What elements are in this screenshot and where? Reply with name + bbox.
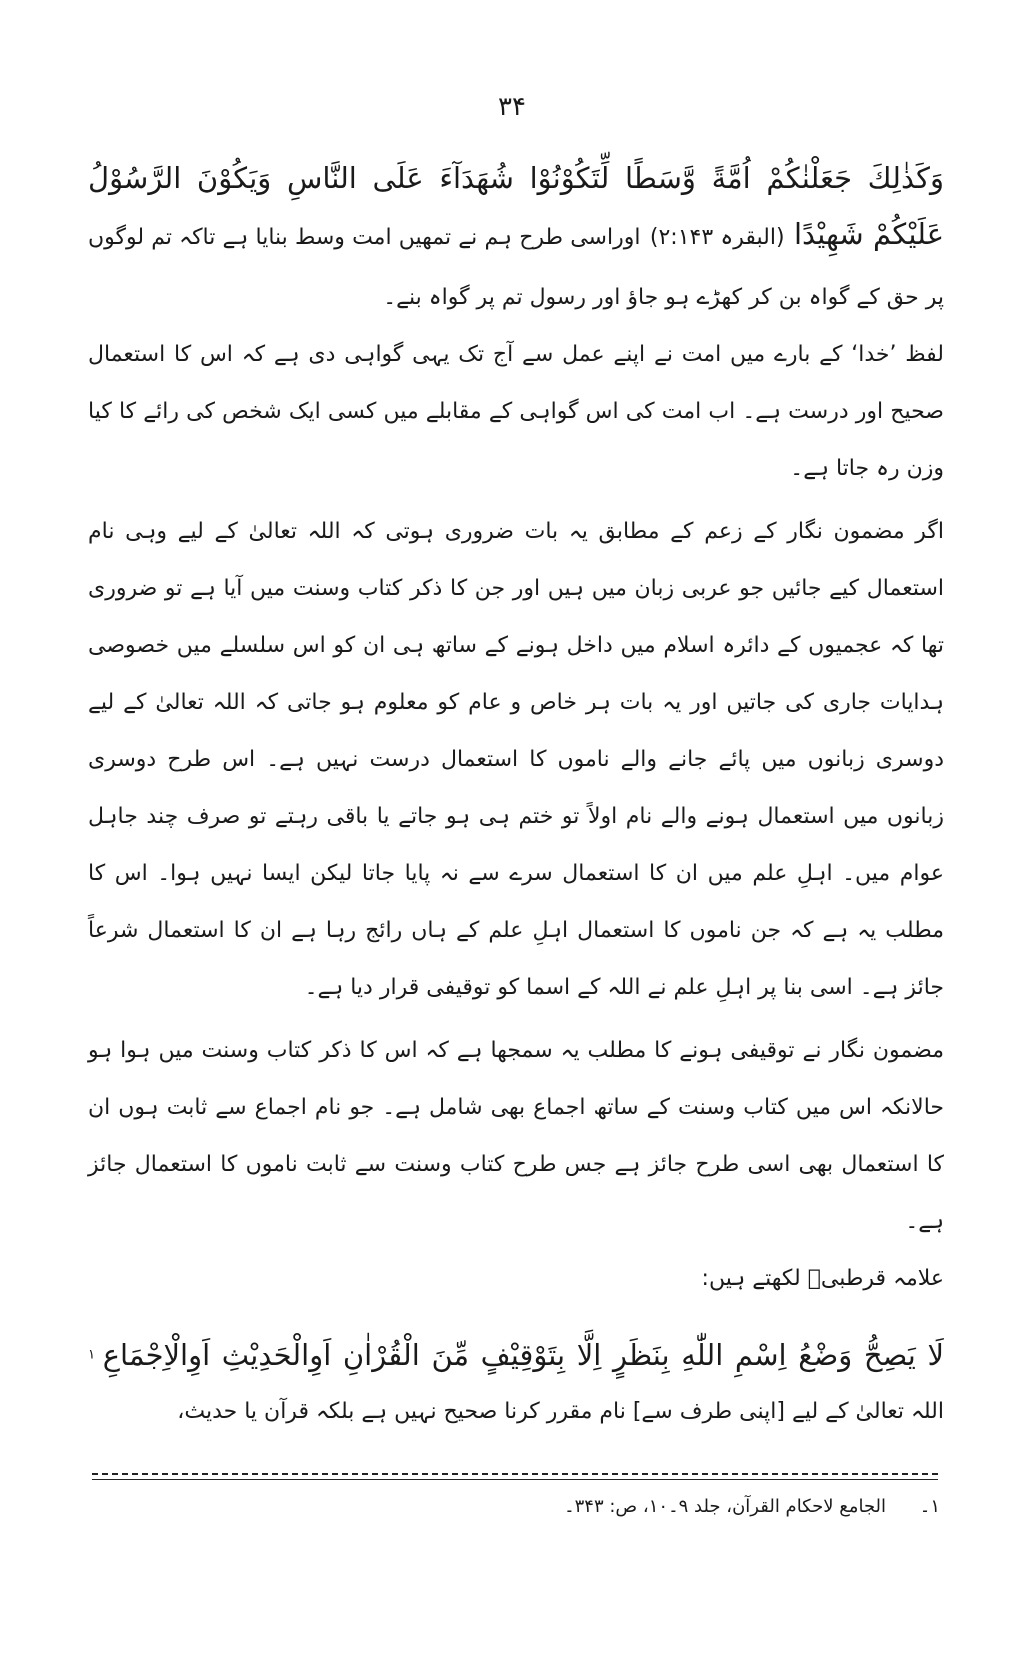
footnote-divider-line [92, 1479, 938, 1480]
quote-arabic: لَا يَصِحُّ وَضْعُ اِسْمِ اللّٰهِ بِنَظَرٍ اِلَّا بِتَوْقِيْفٍ مِّنَ الْقُرْاٰنِ اَوِالْحَدِيْثِ اَوِالْاِجْمَاعِ [102, 1338, 945, 1372]
footnote-number: ۱۔ [919, 1496, 940, 1517]
paragraph-3: مضمون نگار نے توقیفی ہونے کا مطلب یہ سمجھا ہے کہ اس کا ذکر کتاب وسنت میں ہوا ہو حالانکہ اس میں کتاب وسنت کے ساتھ اجماع بھی شامل ہے۔ جو نام اجماع سے ثابت ہوں ان کا استعمال بھی اسی طرح جائز ہے جس طرح کتاب وسنت سے ثابت ناموں کا استعمال جائز ہے۔ [88, 1038, 944, 1234]
footnote-text: الجامع لاحکام القرآن، جلد ۹۔۱۰، ص: ۳۴۳۔ [564, 1496, 887, 1517]
footnote [84, 1496, 940, 1517]
verse-block [88, 150, 944, 326]
quote-intro: علامہ قرطبیؒ لکھتے ہیں: [701, 1266, 944, 1291]
quote-translation: اللہ تعالیٰ کے لیے [اپنی طرف سے] نام مقرر کرنا صحیح نہیں ہے بلکہ قرآن یا حدیث، [177, 1399, 944, 1424]
verse-translation: اوراسی طرح ہم نے تمھیں امت وسط بنایا ہے تاکہ تم لوگوں پر حق کے گواہ بن کر کھڑے ہو جاؤ اور رسول تم پر گواہ بنے۔ [88, 225, 944, 310]
verse-reference: (البقرہ ۲:۱۴۳) [649, 225, 785, 250]
footnote-divider [92, 1473, 938, 1475]
page-number: ۳۴ [498, 92, 526, 122]
page-body [88, 150, 944, 1456]
quote-block [88, 1327, 944, 1440]
verse-arabic: وَكَذٰلِكَ جَعَلْنٰكُمْ اُمَّةً وَّسَطًا لِّتَكُوْنُوْا شُهَدَآءَ عَلَى النَّاسِ وَيَكُوْنَ الرَّسُوْلُ عَلَيْكُمْ شَهِيْدًا [88, 161, 945, 251]
paragraph-2: اگر مضمون نگار کے زعم کے مطابق یہ بات ضروری ہوتی کہ اللہ تعالیٰ کے لیے وہی نام استعمال کیے جائیں جو عربی زبان میں ہیں اور جن کا ذکر کتاب وسنت میں آیا ہے تو ضروری تھا کہ عجمیوں کے دائرہ اسلام میں داخل ہونے کے ساتھ ہی ان کو اس سلسلے میں خصوصی ہدایات جاری کی جاتیں اور یہ بات ہر خاص و عام کو معلوم ہو جاتی کہ اللہ تعالیٰ کے لیے دوسری زبانوں میں پائے جانے والے ناموں کا استعمال درست نہیں ہے۔ اس طرح دوسری زبانوں میں استعمال ہونے والے نام اولاً تو ختم ہی ہو جاتے یا باقی رہتے تو صرف چند جاہل عوام میں۔ اہلِ علم میں ان کا استعمال سرے سے نہ پایا جاتا لیکن ایسا نہیں ہوا۔ اس کا مطلب یہ ہے کہ جن ناموں کا استعمال اہلِ علم کے ہاں رائج رہا ہے ان کا استعمال شرعاً جائز ہے۔ اسی بنا پر اہلِ علم نے اللہ کے اسما کو توقیفی قرار دیا ہے۔ [88, 519, 944, 1000]
footnote-marker: ۱ [88, 1347, 96, 1363]
paragraph-1: لفظ ’خدا‘ کے بارے میں امت نے اپنے عمل سے آج تک یہی گواہی دی ہے کہ اس کا استعمال صحیح اور درست ہے۔ اب امت کی اس گواہی کے مقابلے میں کسی ایک شخص کی رائے کا کیا وزن رہ جاتا ہے۔ [88, 342, 944, 481]
